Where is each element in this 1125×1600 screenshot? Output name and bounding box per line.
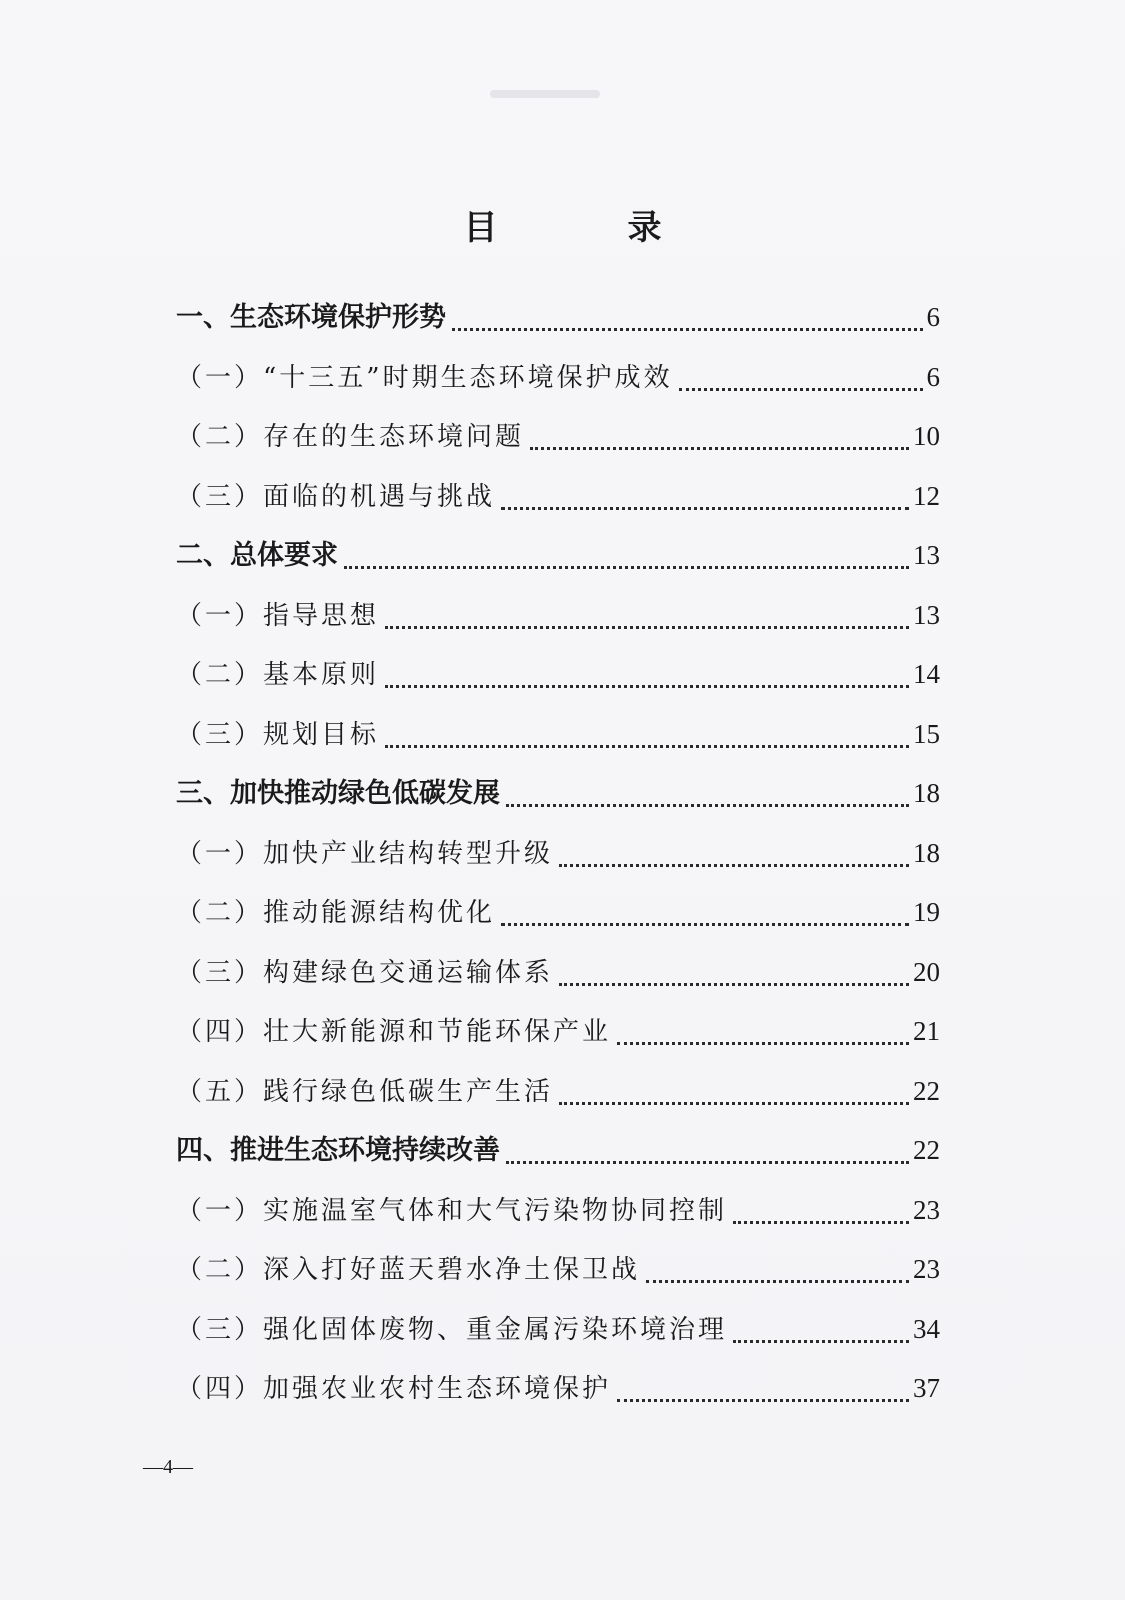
toc-entry-page: 22	[913, 1075, 940, 1106]
toc-entry-label: （三）面临的机遇与挑战	[176, 481, 496, 512]
toc-section-entry[interactable]	[176, 1359, 940, 1419]
page-number: —4—	[143, 1456, 193, 1478]
toc-section-entry[interactable]	[176, 1181, 940, 1241]
toc-entry-label: （二）存在的生态环境问题	[176, 422, 525, 452]
toc-entry-label: 二、总体要求	[176, 540, 338, 571]
toc-entry-page: 18	[913, 837, 940, 868]
toc-leader-dots	[559, 983, 909, 986]
toc-section-entry[interactable]	[176, 1002, 940, 1062]
toc-entry-page: 13	[913, 540, 940, 570]
toc-leader-dots	[344, 566, 909, 569]
toc-chapter-entry[interactable]	[176, 1121, 940, 1181]
toc-entry-label: （一）“十三五”时期生态环境保护成效	[176, 362, 673, 393]
faint-header-mark	[490, 90, 600, 98]
toc-entry-page: 12	[913, 480, 940, 511]
toc-title: 目 录	[463, 208, 710, 248]
toc-leader-dots	[506, 804, 909, 807]
toc-section-entry[interactable]	[176, 883, 940, 943]
toc-section-entry[interactable]	[176, 1300, 940, 1360]
toc-entry-label: （一）加快产业结构转型升级	[176, 838, 554, 869]
toc-entry-label: （二）推动能源结构优化	[176, 898, 496, 928]
toc-entry-page: 19	[913, 897, 940, 927]
toc-chapter-entry[interactable]	[176, 526, 940, 586]
table-of-contents	[176, 288, 940, 1419]
toc-leader-dots	[501, 507, 909, 510]
toc-entry-label: 三、加快推动绿色低碳发展	[176, 778, 500, 809]
toc-entry-label: 一、生态环境保护形势	[176, 302, 446, 333]
toc-entry-label: （二）基本原则	[176, 660, 380, 690]
toc-entry-label: （一）实施温室气体和大气污染物协同控制	[176, 1195, 728, 1226]
toc-section-entry[interactable]	[176, 586, 940, 646]
toc-entry-label: （三）构建绿色交通运输体系	[176, 957, 554, 988]
toc-entry-label: （一）指导思想	[176, 600, 380, 631]
toc-entry-label: （三）规划目标	[176, 719, 380, 750]
toc-section-entry[interactable]	[176, 467, 940, 527]
toc-leader-dots	[530, 447, 909, 450]
toc-leader-dots	[679, 388, 923, 391]
toc-leader-dots	[559, 864, 909, 867]
toc-entry-page: 6	[926, 361, 940, 392]
toc-entry-page: 10	[913, 421, 940, 451]
toc-leader-dots	[385, 685, 909, 688]
toc-section-entry[interactable]	[176, 1240, 940, 1300]
toc-leader-dots	[646, 1280, 909, 1283]
toc-entry-label: （二）深入打好蓝天碧水净土保卫战	[176, 1255, 641, 1285]
toc-chapter-entry[interactable]	[176, 288, 940, 348]
toc-entry-page: 14	[913, 659, 940, 689]
toc-entry-page: 20	[913, 956, 940, 987]
toc-entry-page: 13	[913, 599, 940, 630]
toc-entry-page: 23	[913, 1194, 940, 1225]
toc-entry-label: （四）加强农业农村生态环境保护	[176, 1374, 612, 1404]
toc-leader-dots	[733, 1340, 909, 1343]
toc-section-entry[interactable]	[176, 824, 940, 884]
toc-section-entry[interactable]	[176, 943, 940, 1003]
toc-entry-page: 6	[926, 302, 940, 332]
toc-leader-dots	[559, 1102, 909, 1105]
toc-section-entry[interactable]	[176, 705, 940, 765]
toc-chapter-entry[interactable]	[176, 764, 940, 824]
toc-entry-label: 四、推进生态环境持续改善	[176, 1135, 500, 1166]
toc-leader-dots	[452, 328, 923, 331]
toc-section-entry[interactable]	[176, 645, 940, 705]
toc-leader-dots	[385, 626, 909, 629]
toc-entry-page: 34	[913, 1313, 940, 1344]
toc-leader-dots	[617, 1042, 909, 1045]
toc-entry-label: （三）强化固体废物、重金属污染环境治理	[176, 1314, 728, 1345]
toc-leader-dots	[506, 1161, 909, 1164]
toc-entry-page: 22	[913, 1135, 940, 1165]
toc-section-entry[interactable]	[176, 348, 940, 408]
toc-leader-dots	[617, 1399, 909, 1402]
toc-section-entry[interactable]	[176, 407, 940, 467]
toc-entry-page: 18	[913, 778, 940, 808]
toc-entry-label: （五）践行绿色低碳生产生活	[176, 1076, 554, 1107]
toc-leader-dots	[385, 745, 909, 748]
toc-section-entry[interactable]	[176, 1062, 940, 1122]
toc-leader-dots	[501, 923, 909, 926]
toc-entry-label: （四）壮大新能源和节能环保产业	[176, 1017, 612, 1047]
toc-entry-page: 21	[913, 1016, 940, 1046]
toc-leader-dots	[733, 1221, 909, 1224]
toc-entry-page: 37	[913, 1373, 940, 1403]
toc-entry-page: 15	[913, 718, 940, 749]
toc-entry-page: 23	[913, 1254, 940, 1284]
